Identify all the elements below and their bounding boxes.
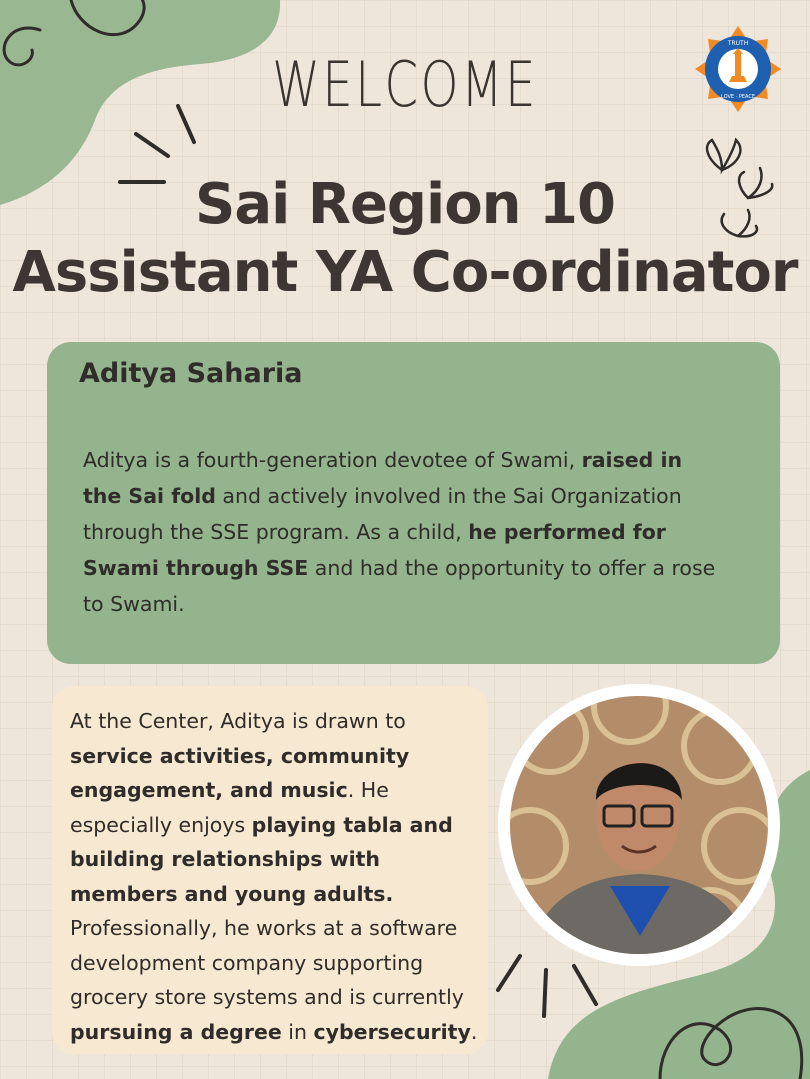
profile-intro-card	[47, 342, 780, 664]
page-title-line1: Sai Region 10	[195, 172, 615, 237]
burst-lines-bottom	[498, 956, 596, 1016]
bio-emphasis: pursuing a degree	[70, 1019, 282, 1044]
svg-text:TRUTH: TRUTH	[727, 40, 749, 47]
bio-emphasis: he performed for Swami through SSE	[83, 520, 666, 580]
bio-text: . He especially enjoys	[70, 778, 389, 837]
profile-photo-frame	[498, 684, 780, 966]
bio-text: At the Center, Aditya is drawn to	[70, 709, 406, 733]
profile-detail-card	[52, 686, 488, 1054]
bio-text: .	[470, 1019, 478, 1044]
bio-text: in	[281, 1019, 314, 1044]
person-name: Aditya Saharia	[79, 358, 303, 389]
bio-emphasis: playing tabla and building relationships with members and young adults.	[70, 812, 453, 906]
bio-text: and had the opportunity to offer a rose to Swami.	[83, 556, 716, 616]
bio-emphasis: cybersecurity	[313, 1019, 471, 1044]
bio-emphasis: service activities, community engagement, and music	[70, 743, 410, 802]
bio-text: and actively involved in the Sai Organization through the SSE program. As a child,	[83, 484, 682, 544]
bio-text: Aditya is a fourth-generation devotee of Swami,	[83, 448, 582, 472]
profile-photo	[510, 696, 768, 954]
bio-emphasis: raised in the Sai fold	[83, 448, 683, 508]
page-title-line2: Assistant YA Co-ordinator	[12, 240, 798, 305]
bio-text: Professionally, he works at a software development company supporting grocery store systems and is currently	[70, 916, 464, 1009]
bio-paragraph-1	[83, 442, 723, 622]
bio-paragraph-2	[70, 704, 490, 1049]
svg-text:LOVE · PEACE: LOVE · PEACE	[721, 94, 755, 100]
welcome-heading: WELCOME	[272, 48, 538, 121]
